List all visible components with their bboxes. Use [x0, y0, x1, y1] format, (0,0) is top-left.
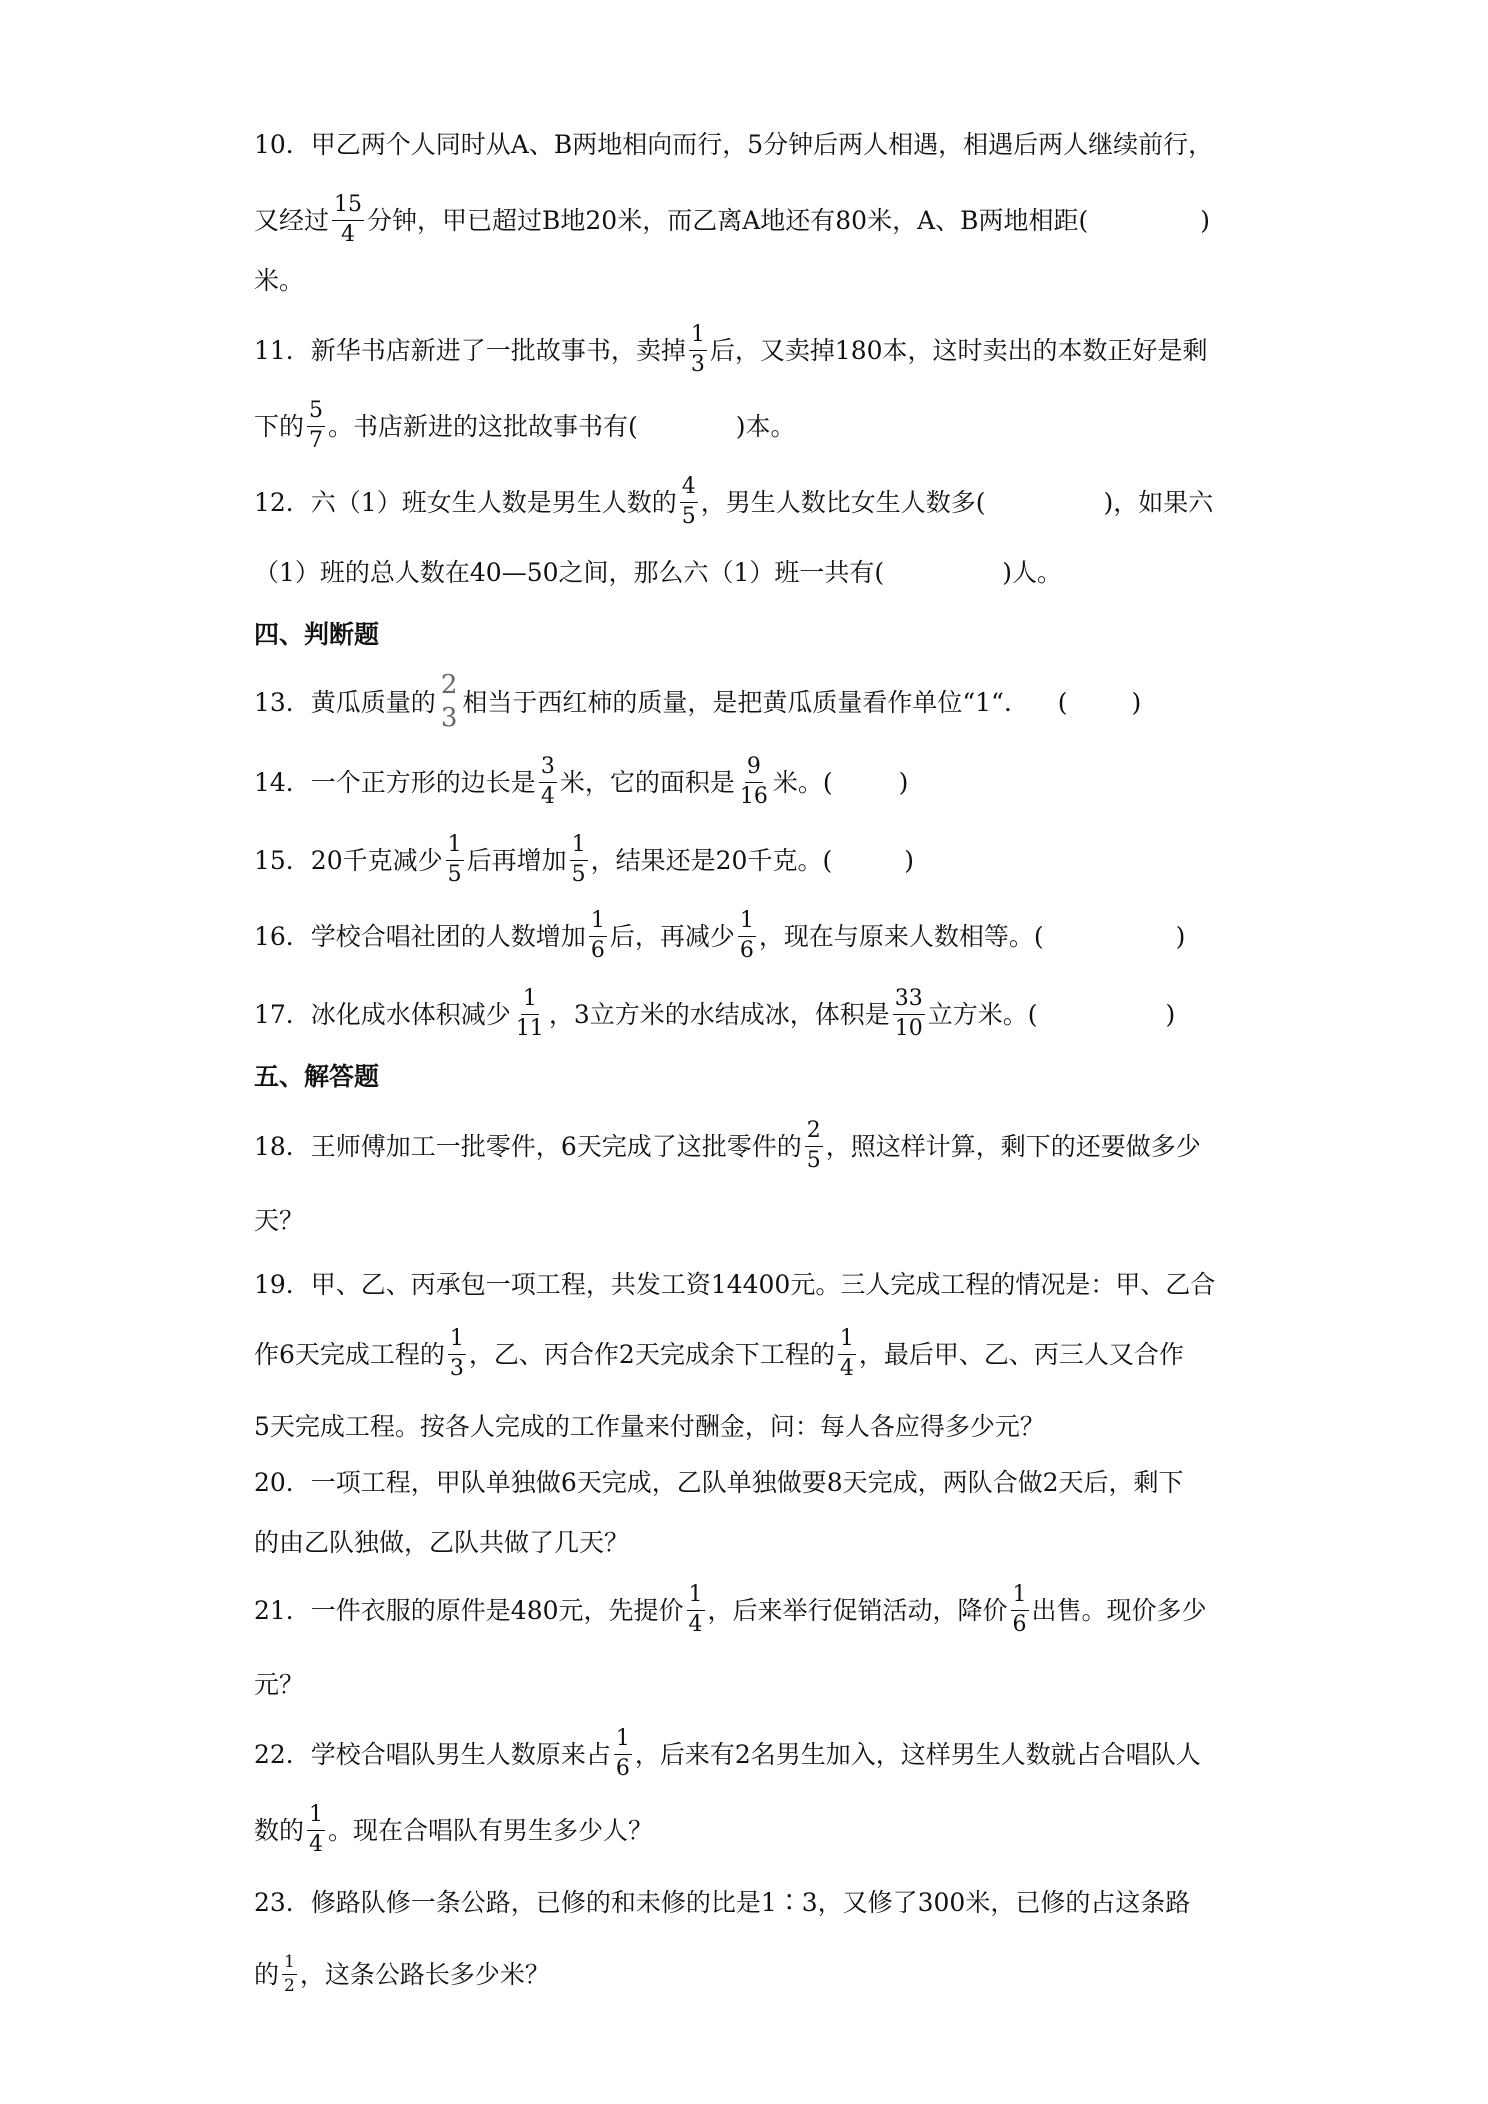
fraction: $\frac{1}{3}$	[690, 322, 705, 377]
fraction: $\frac{33}{10}$	[894, 986, 923, 1041]
q19-line-2: 作6天完成工程的 $\frac{1}{3}$ ，乙、丙合作2天完成余下工程的 $\frac{1}{4}$ ，最后甲、乙、丙三人又合作	[254, 1326, 1184, 1381]
q11-line-2: 下的 $\frac{5}{7}$ 。书店新进的这批故事书有( )本。	[254, 398, 796, 453]
q18-line-2: 天？	[254, 1205, 305, 1235]
section-heading-solutions: 五、解答题	[254, 1061, 380, 1091]
fraction: $\frac{9}{16}$	[739, 754, 768, 809]
fraction: $\frac{1}{6}$	[590, 908, 605, 963]
fraction: $\frac{2}{5}$	[806, 1118, 821, 1173]
fraction: 2 3	[440, 670, 458, 733]
fraction: $\frac{15}{4}$	[334, 192, 363, 247]
q20-line-1: 20．一项工程，甲队单独做6天完成，乙队单独做要8天完成，两队合做2天后，剩下	[254, 1467, 1184, 1497]
q18-line-1: 18．王师傅加工一批零件，6天完成了这批零件的 $\frac{2}{5}$ ，照这样计算，剩下的还要做多少	[254, 1118, 1201, 1173]
q11-line-1: 11．新华书店新进了一批故事书，卖掉 $\frac{1}{3}$ 后，又卖掉180本，这时卖出的本数正好是剩	[254, 322, 1208, 377]
q10-line-1: 10．甲乙两个人同时从A、B两地相向而行，5分钟后两人相遇，相遇后两人继续前行，	[254, 129, 1214, 159]
fraction: $\frac{1}{6}$	[615, 1726, 630, 1781]
q19-line-1: 19．甲、乙、丙承包一项工程，共发工资14400元。三人完成工程的情况是：甲、乙合	[254, 1269, 1216, 1299]
q12-line-1: 12．六（1）班女生人数是男生人数的 $\frac{4}{5}$ ，男生人数比女生人数多( )，如果六	[254, 474, 1214, 529]
fraction: $\frac{1}{3}$	[449, 1326, 464, 1381]
q21-line-1: 21．一件衣服的原件是480元，先提价 $\frac{1}{4}$ ，后来举行促销活动，降价 $\frac{1}{6}$ 出售。现价多少	[254, 1582, 1207, 1637]
q16-line: 16．学校合唱社团的人数增加 $\frac{1}{6}$ 后，再减少 $\frac{1}{6}$ ，现在与原来人数相等。( )	[254, 908, 1186, 963]
fraction: $\frac{1}{2}$	[284, 1951, 295, 1996]
fraction: $\frac{1}{4}$	[688, 1582, 703, 1637]
fraction: $\frac{3}{4}$	[540, 754, 555, 809]
fraction: $\frac{1}{4}$	[309, 1802, 324, 1857]
fraction: $\frac{1}{5}$	[571, 832, 586, 887]
fraction: $\frac{1}{6}$	[739, 908, 754, 963]
fraction: $\frac{4}{5}$	[681, 474, 696, 529]
q22-line-1: 22．学校合唱队男生人数原来占 $\frac{1}{6}$ ，后来有2名男生加入，这样男生人数就占合唱队人	[254, 1726, 1201, 1781]
q13-line: 13．黄瓜质量的 2 3 相当于西红柿的质量，是把黄瓜质量看作单位“1“. ( )	[254, 670, 1142, 733]
q22-line-2: 数的 $\frac{1}{4}$ 。现在合唱队有男生多少人？	[254, 1802, 654, 1857]
q19-line-3: 5天完成工程。按各人完成的工作量来付酬金，问：每人各应得多少元？	[254, 1411, 1045, 1441]
q12-line-2: （1）班的总人数在40—50之间，那么六（1）班一共有( )人。	[254, 557, 1062, 587]
fraction: $\frac{1}{5}$	[447, 832, 462, 887]
q17-line: 17．冰化成水体积减少 $\frac{1}{11}$ ，3立方米的水结成冰，体积是 $\frac{33}{10}$ 立方米。( )	[254, 986, 1176, 1041]
fraction: $\frac{5}{7}$	[309, 398, 324, 453]
q23-line-2: 的 $\frac{1}{2}$ ，这条公路长多少米？	[254, 1951, 550, 1996]
section-heading-judgement: 四、判断题	[254, 619, 380, 649]
q21-line-2: 元？	[254, 1669, 305, 1699]
q10-line-2: 又经过 $\frac{15}{4}$ 分钟，甲已超过B地20米，而乙离A地还有80米，A、B两地相距( )	[254, 192, 1211, 247]
q23-line-1: 23．修路队修一条公路，已修的和未修的比是1∶3，又修了300米，已修的占这条路	[254, 1887, 1191, 1917]
fraction: $\frac{1}{6}$	[1012, 1582, 1027, 1637]
q14-line: 14．一个正方形的边长是 $\frac{3}{4}$ 米，它的面积是 $\frac{9}{16}$ 米。( )	[254, 754, 909, 809]
fraction: $\frac{1}{11}$	[515, 986, 544, 1041]
fraction: $\frac{1}{4}$	[839, 1326, 854, 1381]
q15-line: 15．20千克减少 $\frac{1}{5}$ 后再增加 $\frac{1}{5}$ ，结果还是20千克。( )	[254, 832, 914, 887]
q10-line-3: 米。	[254, 265, 305, 295]
q20-line-2: 的由乙队独做，乙队共做了几天？	[254, 1527, 630, 1557]
